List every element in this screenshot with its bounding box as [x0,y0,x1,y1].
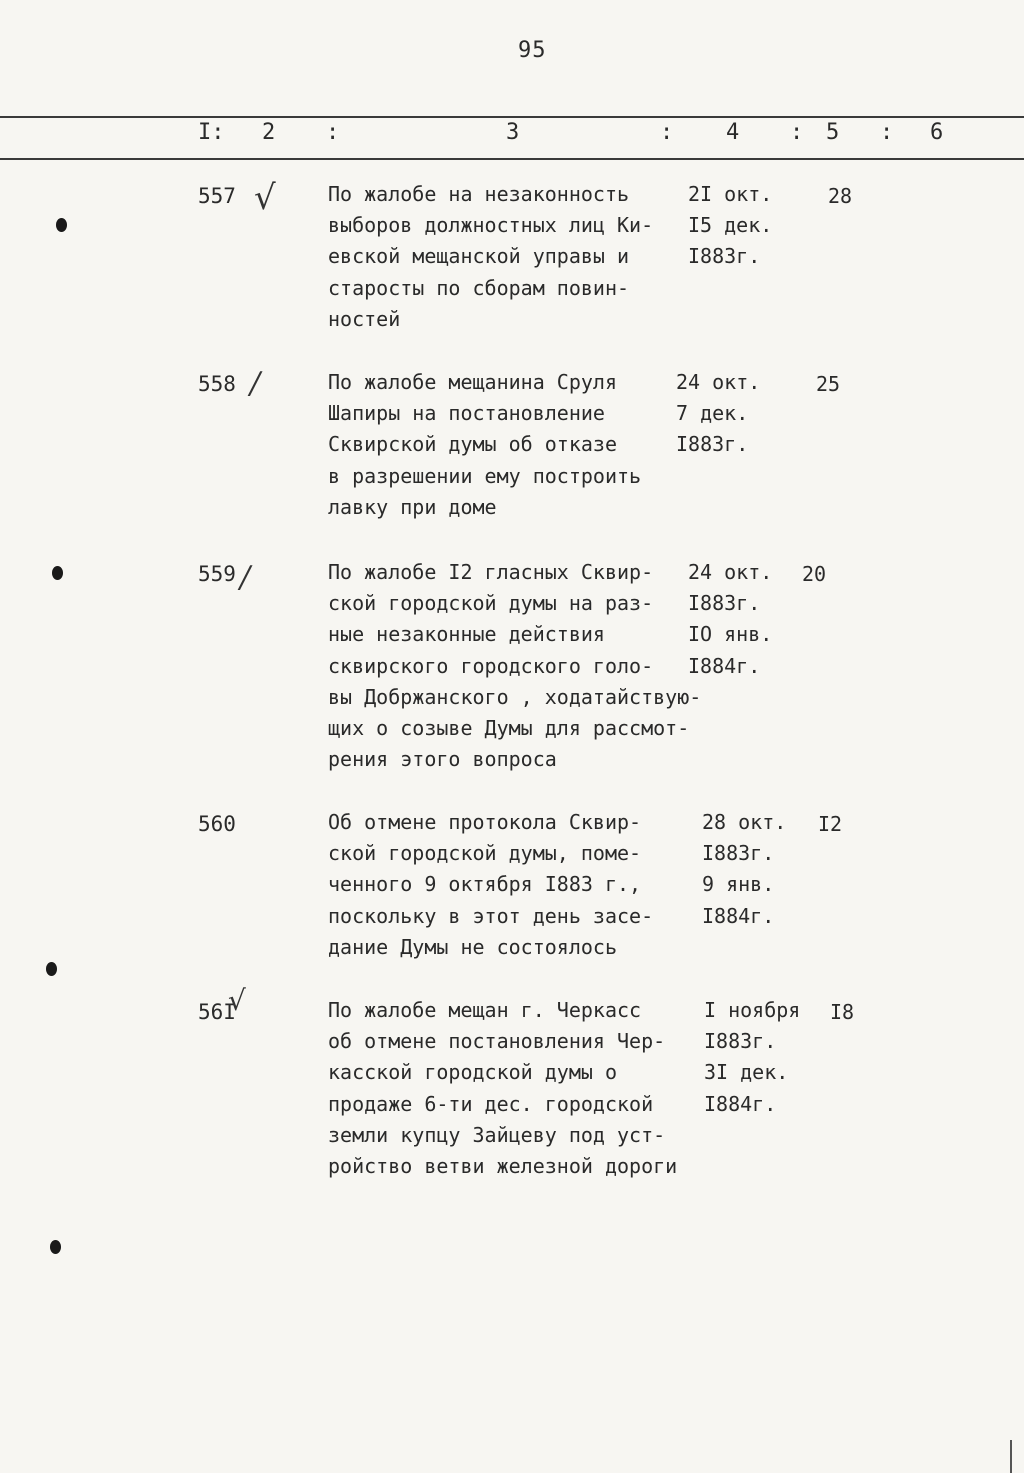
page-number: 95 [518,38,547,63]
entry-pages: 25 [816,372,841,396]
entry-pages: I2 [818,812,843,836]
header-col-3: 3 [506,120,520,145]
punch-hole [52,566,63,580]
punch-hole [56,218,67,232]
header-col-2: 2 [262,120,276,145]
entry-number: 56I [198,1000,236,1024]
entry-description: По жалобе I2 гласных Сквир- ской городской думы на раз- ные незаконные действия сквирского городского голо- вы Добржанского , ходатайствую- щих о созыве Думы для рассмот- рения этого вопроса [328,560,702,772]
entry-description: По жалобе мещанина Сруля Шапиры на постановление Сквирской думы об отказе в разрешении ему построить лавку при доме [328,370,642,519]
punch-hole [46,962,57,976]
entry-number: 558 [198,372,236,396]
header-top-rule [0,116,1024,118]
entry-description: По жалобе на незаконность выборов должностных лиц Ки- евской мещанской управы и старосты по сборам повин- ностей [328,182,654,331]
entry-dates: I ноября I883г. 3I дек. I884г. [704,998,801,1116]
entry-dates: 28 окт. I883г. 9 янв. I884г. [702,810,787,928]
entry-pages: I8 [830,1000,855,1024]
punch-hole [50,1240,61,1254]
entry-pages: 20 [802,562,827,586]
header-separator: : [880,120,894,145]
entry-description: По жалобе мещан г. Черкасс об отмене постановления Чер- касской городской думы о продаже 6-ти дес. городской земли купцу Зайцеву под уст- ройство ветви железной дороги [328,998,678,1179]
entry-description: Об отмене протокола Сквир- ской городской думы, поме- ченного 9 октября I883 г., поскольку в этот день засе- дание Думы не состоялось [328,810,654,959]
header-col-5: 5 [826,120,840,145]
entry-dates: 24 окт. I883г. IO янв. I884г. [688,560,773,678]
check-mark: √ [228,984,246,1017]
entry-dates: 24 окт. 7 дек. I883г. [676,370,761,457]
header-col-4: 4 [726,120,740,145]
entry-dates: 2I окт. I5 дек. I883г. [688,182,773,269]
entry-pages: 28 [828,184,853,208]
check-mark: / [250,366,261,401]
header-bottom-rule [0,158,1024,160]
check-mark: / [240,560,251,595]
entry-number: 559 [198,562,236,586]
entry-number: 557 [198,184,236,208]
header-col-6: 6 [930,120,944,145]
header-separator: : [326,120,340,145]
edge-mark [1010,1440,1012,1473]
header-separator: : [660,120,674,145]
header-col-1: I: [198,120,225,145]
entry-number: 560 [198,812,236,836]
header-separator: : [790,120,804,145]
check-mark: √ [254,178,276,218]
